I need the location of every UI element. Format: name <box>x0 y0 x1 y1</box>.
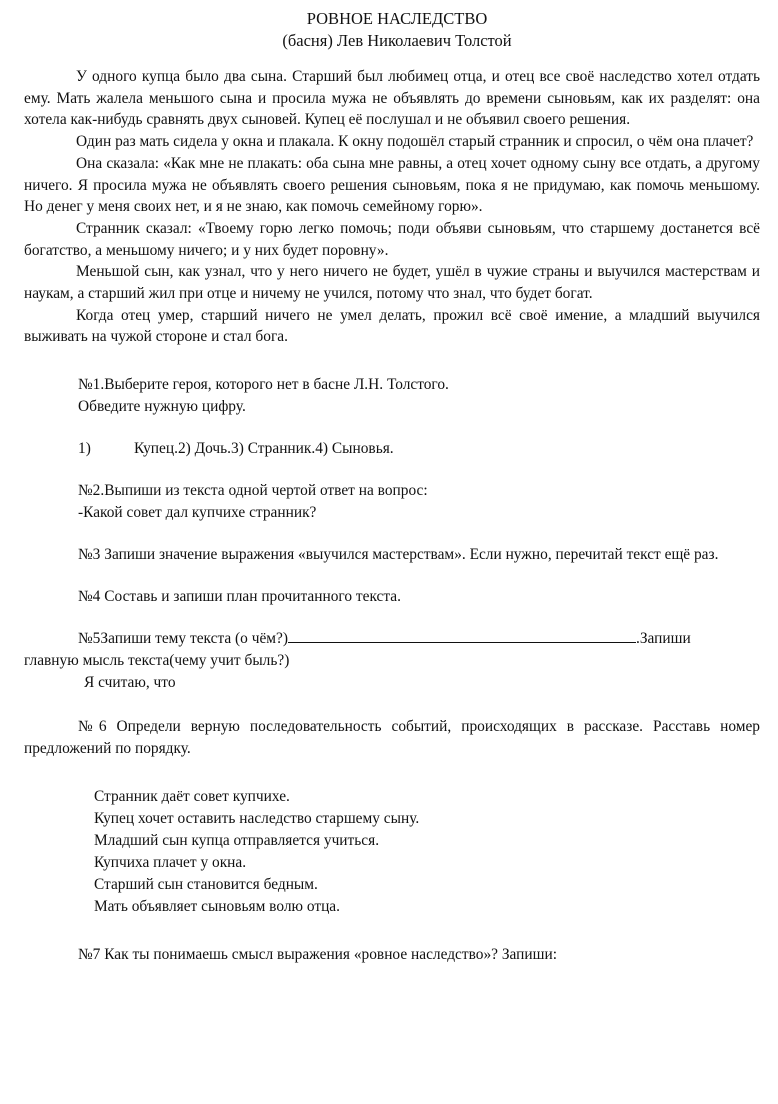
document-title: РОВНОЕ НАСЛЕДСТВО <box>306 9 488 28</box>
event-item: Странник даёт совет купчихе. <box>94 788 290 806</box>
task-5-line <box>24 628 760 650</box>
event-item: Купец хочет оставить наследство старшему сыну. <box>94 810 420 828</box>
task-6 <box>24 716 760 760</box>
fable-paragraph: Когда отец умер, старший ничего не умел делать, прожил всё своё имение, а младший выучился выживать на чужой стороне и стал бога. <box>24 306 760 346</box>
document-subtitle: (басня) Лев Николаевич Толстой <box>282 31 512 50</box>
task-5-main-idea: главную мысль текста(чему учит быль?) <box>24 652 290 670</box>
task-6-event-list <box>24 786 760 918</box>
event-item: Младший сын купца отправляется учиться. <box>94 832 380 850</box>
task-5-prefix: №5Запиши тему текста (о чём?) <box>78 630 288 648</box>
task-4-question: №4 Составь и запиши план прочитанного текста. <box>78 588 401 606</box>
task-5-answer-start: Я считаю, что <box>84 674 176 692</box>
task-6-question: №6 Определи верную последовательность событий, происходящих в рассказе. Расставь номер предложений по порядку. <box>24 718 760 758</box>
task-3 <box>24 544 760 566</box>
fable-paragraph: Странник сказал: «Твоему горю легко помочь; поди объяви сыновьям, что старшему достанется всё богатство, а меньшому ничего; и у них будет поровну». <box>24 219 760 259</box>
fable-text <box>24 66 760 348</box>
task-1-option-list: Купец.2) Дочь.3) Странник.4) Сыновья. <box>134 440 394 458</box>
task-2-subquestion: -Какой совет дал купчихе странник? <box>78 504 317 522</box>
task-1-instruction: Обведите нужную цифру. <box>78 398 246 416</box>
event-item: Старший сын становится бедным. <box>94 876 318 894</box>
event-item: Купчиха плачет у окна. <box>94 854 247 872</box>
task-2-question: №2.Выпиши из текста одной чертой ответ на вопрос: <box>78 482 428 500</box>
fable-paragraph: Один раз мать сидела у окна и плакала. К окну подошёл старый странник и спросил, о чём она плачет? <box>76 133 754 151</box>
task-2 <box>24 480 760 524</box>
task-1-options <box>24 438 760 460</box>
fable-paragraph: У одного купца было два сына. Старший был любимец отца, и отец все своё наследство хотел отдать ему. Мать жалела меньшого сына и просила мужа не объявлять до времени сыновьям, как их разделят: она хотела как-нибудь сравнять двух сыновей. Купец её послушал и не объявил своего решения. <box>24 68 760 129</box>
fable-paragraph: Она сказала: «Как мне не плакать: оба сына мне равны, а отец хочет одному сыну все отдать, а другому ничего. Я просила мужа не объявлять своего решения сыновьям, пока я не придумаю, как помочь меньшому. Но денег у меня своих нет, и я не знаю, как помочь семейному горю». <box>24 154 760 216</box>
task-4 <box>24 586 760 608</box>
event-item: Мать объявляет сыновьям волю отца. <box>94 898 340 916</box>
task-3-question: №3 Запиши значение выражения «выучился мастерствам». Если нужно, перечитай текст ещё раз. <box>78 546 719 564</box>
task-7-question: №7 Как ты понимаешь смысл выражения «ровное наследство»? Запиши: <box>78 946 557 964</box>
task-1-question: №1.Выберите героя, которого нет в басне Л.Н. Толстого. <box>78 376 449 394</box>
task-1 <box>24 374 760 418</box>
task-5 <box>24 628 760 694</box>
fable-paragraph: Меньшой сын, как узнал, что у него ничего не будет, ушёл в чужие страны и выучился мастерствам и наукам, а старший жил при отце и ничему не учился, потому что знал, что будет богат. <box>24 263 760 303</box>
task-7 <box>24 944 760 966</box>
task-5-suffix: .Запиши <box>635 630 691 648</box>
answer-blank-line[interactable] <box>288 628 636 643</box>
task-1-option-number: 1) <box>78 440 91 458</box>
